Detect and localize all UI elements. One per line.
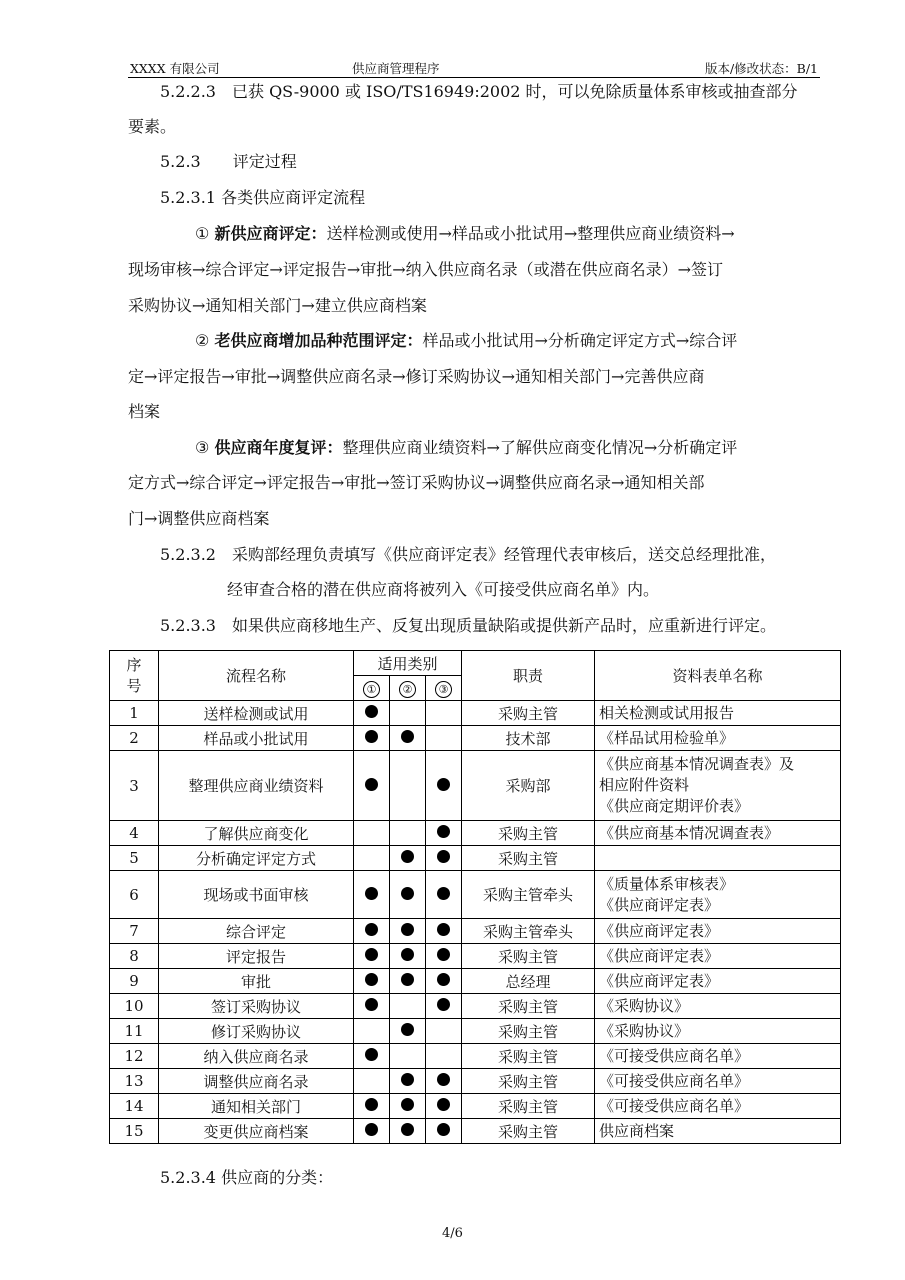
row-cat-1 <box>354 1069 390 1094</box>
para-5-2-3-3: 5.2.3.3 如果供应商移地生产、反复出现质量缺陷或提供新产品时，应重新进行评定。 <box>160 616 776 635</box>
row-docs <box>595 994 841 1019</box>
row-cat-3 <box>426 1119 462 1144</box>
row-process-name: 了解供应商变化 <box>159 821 354 846</box>
row-duty: 采购主管 <box>462 846 595 871</box>
item-3-title: 供应商年度复评： <box>214 438 343 457</box>
row-duty: 总经理 <box>462 969 595 994</box>
row-cat-3 <box>426 701 462 726</box>
table-row <box>110 1094 841 1119</box>
row-process-name: 调整供应商名录 <box>159 1069 354 1094</box>
row-cat-1 <box>354 701 390 726</box>
doc-line: 《可接受供应商名单》 <box>599 1046 750 1065</box>
row-docs <box>595 1019 841 1044</box>
item-2-text-1: 样品或小批试用→分析确定评定方式→综合评 <box>422 331 738 350</box>
item-1-line-3: 采购协议→通知相关部门→建立供应商档案 <box>128 296 427 315</box>
table-row <box>110 821 841 846</box>
table-row <box>110 1044 841 1069</box>
doc-line: 《可接受供应商名单》 <box>599 1071 750 1090</box>
bullet-dot <box>437 1098 450 1111</box>
item-3-line-1 <box>195 438 737 458</box>
item-2-number: ② <box>195 331 210 350</box>
row-process-name: 通知相关部门 <box>159 1094 354 1119</box>
bullet-dot <box>365 705 378 718</box>
row-cat-2 <box>390 846 426 871</box>
row-cat-2 <box>390 1119 426 1144</box>
header-cat-1: ① <box>354 676 390 701</box>
evaluation-process-table <box>109 650 841 1144</box>
row-cat-3 <box>426 919 462 944</box>
row-cat-3 <box>426 751 462 821</box>
row-process-name: 送样检测或试用 <box>159 701 354 726</box>
header-cat-2: ② <box>390 676 426 701</box>
table-row <box>110 994 841 1019</box>
item-1-text-1: 送样检测或使用→样品或小批试用→整理供应商业绩资料→ <box>326 224 735 243</box>
bullet-dot <box>365 1048 378 1061</box>
row-cat-2 <box>390 701 426 726</box>
row-cat-1 <box>354 1044 390 1069</box>
doc-line: 《可接受供应商名单》 <box>599 1096 750 1115</box>
row-cat-3 <box>426 1094 462 1119</box>
row-number: 5 <box>110 846 159 871</box>
row-cat-1 <box>354 1094 390 1119</box>
row-number: 15 <box>110 1119 159 1144</box>
row-docs <box>595 846 841 871</box>
row-number: 12 <box>110 1044 159 1069</box>
table-row <box>110 969 841 994</box>
header-cat-3: ③ <box>426 676 462 701</box>
row-docs <box>595 969 841 994</box>
row-cat-1 <box>354 1019 390 1044</box>
version-status: 版本/修改状态：B/1 <box>704 61 818 76</box>
bullet-dot <box>437 850 450 863</box>
row-process-name: 签订采购协议 <box>159 994 354 1019</box>
row-number: 7 <box>110 919 159 944</box>
header-process-name: 流程名称 <box>159 651 354 701</box>
bullet-dot <box>401 1098 414 1111</box>
row-number: 14 <box>110 1094 159 1119</box>
item-2-line-1 <box>195 331 737 351</box>
table-row <box>110 846 841 871</box>
row-cat-2 <box>390 919 426 944</box>
item-1-line-1 <box>195 224 735 244</box>
row-duty: 采购主管 <box>462 1019 595 1044</box>
row-process-name: 样品或小批试用 <box>159 726 354 751</box>
row-cat-3 <box>426 1044 462 1069</box>
doc-line: 《样品试用检验单》 <box>599 728 735 747</box>
row-cat-2 <box>390 994 426 1019</box>
row-process-name: 变更供应商档案 <box>159 1119 354 1144</box>
bullet-dot <box>437 825 450 838</box>
row-number: 11 <box>110 1019 159 1044</box>
doc-line: 《供应商评定表》 <box>599 946 720 965</box>
para-5-2-3-2-cont: 经审查合格的潜在供应商将被列入《可接受供应商名单》内。 <box>227 580 660 599</box>
bullet-dot <box>365 730 378 743</box>
row-process-name: 分析确定评定方式 <box>159 846 354 871</box>
para-5-2-2-3: 5.2.2.3 已获 QS-9000 或 ISO/TS16949:2002 时，可以免除质量体系审核或抽查部分 <box>160 82 798 101</box>
table-row <box>110 1069 841 1094</box>
item-2-line-2: 定→评定报告→审批→调整供应商名录→修订采购协议→通知相关部门→完善供应商 <box>128 367 705 386</box>
row-cat-1 <box>354 871 390 919</box>
row-cat-3 <box>426 821 462 846</box>
page-header <box>128 57 820 78</box>
row-cat-3 <box>426 944 462 969</box>
section-5-2-3-1: 5.2.3.1 各类供应商评定流程 <box>160 188 366 207</box>
bullet-dot <box>437 1123 450 1136</box>
row-process-name: 整理供应商业绩资料 <box>159 751 354 821</box>
row-number: 3 <box>110 751 159 821</box>
row-cat-2 <box>390 1019 426 1044</box>
bullet-dot <box>401 730 414 743</box>
row-cat-2 <box>390 871 426 919</box>
bullet-dot <box>401 948 414 961</box>
doc-line: 《供应商基本情况调查表》 <box>599 823 780 842</box>
table-row <box>110 1119 841 1144</box>
bullet-dot <box>437 973 450 986</box>
row-cat-2 <box>390 1094 426 1119</box>
doc-line: 《供应商评定表》 <box>599 921 720 940</box>
row-duty: 采购主管 <box>462 1119 595 1144</box>
row-cat-1 <box>354 1119 390 1144</box>
item-3-line-3: 门→调整供应商档案 <box>128 509 270 528</box>
table-row <box>110 751 841 821</box>
section-5-2-3-4: 5.2.3.4 供应商的分类： <box>160 1168 334 1187</box>
row-duty: 采购主管 <box>462 1094 595 1119</box>
row-duty: 技术部 <box>462 726 595 751</box>
row-cat-2 <box>390 1044 426 1069</box>
row-cat-2 <box>390 1069 426 1094</box>
doc-line: 相应附件资料 <box>599 776 690 794</box>
document-title: 供应商管理程序 <box>352 61 440 76</box>
para-5-2-2-3-cont: 要素。 <box>128 117 177 136</box>
bullet-dot <box>365 1098 378 1111</box>
table-row <box>110 919 841 944</box>
row-cat-2 <box>390 726 426 751</box>
bullet-dot <box>437 948 450 961</box>
row-process-name: 评定报告 <box>159 944 354 969</box>
table-row <box>110 871 841 919</box>
item-3-line-2: 定方式→综合评定→评定报告→审批→签订采购协议→调整供应商名录→通知相关部 <box>128 473 705 492</box>
row-cat-1 <box>354 846 390 871</box>
row-duty: 采购主管 <box>462 1069 595 1094</box>
row-docs <box>595 1119 841 1144</box>
row-cat-2 <box>390 944 426 969</box>
doc-line: 《采购协议》 <box>599 1021 690 1040</box>
row-duty: 采购主管 <box>462 701 595 726</box>
row-number: 9 <box>110 969 159 994</box>
row-number: 2 <box>110 726 159 751</box>
row-process-name: 综合评定 <box>159 919 354 944</box>
row-cat-3 <box>426 994 462 1019</box>
row-cat-1 <box>354 944 390 969</box>
bullet-dot <box>401 1023 414 1036</box>
bullet-dot <box>401 887 414 900</box>
row-docs <box>595 871 841 919</box>
bullet-dot <box>365 1123 378 1136</box>
row-cat-1 <box>354 751 390 821</box>
table-row <box>110 1019 841 1044</box>
row-process-name: 修订采购协议 <box>159 1019 354 1044</box>
bullet-dot <box>401 1123 414 1136</box>
para-5-2-3-2: 5.2.3.2 采购部经理负责填写《供应商评定表》经管理代表审核后，送交总经理批准， <box>160 545 776 564</box>
bullet-dot <box>437 1073 450 1086</box>
item-3-text-1: 整理供应商业绩资料→了解供应商变化情况→分析确定评 <box>342 438 738 457</box>
bullet-dot <box>365 923 378 936</box>
doc-line: 《质量体系审核表》 <box>599 874 735 893</box>
doc-line: 相关检测或试用报告 <box>599 703 735 722</box>
row-docs <box>595 1044 841 1069</box>
row-number: 1 <box>110 701 159 726</box>
row-cat-2 <box>390 751 426 821</box>
row-duty: 采购主管 <box>462 821 595 846</box>
bullet-dot <box>401 850 414 863</box>
row-process-name: 纳入供应商名录 <box>159 1044 354 1069</box>
item-1-line-2: 现场审核→综合评定→评定报告→审批→纳入供应商名录（或潜在供应商名录）→签订 <box>128 260 724 279</box>
row-cat-1 <box>354 726 390 751</box>
bullet-dot <box>365 998 378 1011</box>
bullet-dot <box>365 778 378 791</box>
row-number: 6 <box>110 871 159 919</box>
row-cat-2 <box>390 969 426 994</box>
page-number: 4/6 <box>442 1226 463 1241</box>
row-duty: 采购主管牵头 <box>462 871 595 919</box>
row-docs <box>595 751 841 821</box>
row-cat-1 <box>354 969 390 994</box>
row-docs <box>595 821 841 846</box>
row-docs <box>595 1094 841 1119</box>
item-2-line-3: 档案 <box>128 402 161 421</box>
header-duty: 职责 <box>462 651 595 701</box>
row-docs <box>595 726 841 751</box>
table-row <box>110 701 841 726</box>
doc-line: 《供应商评定表》 <box>599 971 720 990</box>
header-category: 适用类别 <box>354 651 462 676</box>
row-cat-1 <box>354 994 390 1019</box>
row-number: 4 <box>110 821 159 846</box>
row-duty: 采购主管牵头 <box>462 919 595 944</box>
row-cat-3 <box>426 726 462 751</box>
bullet-dot <box>437 998 450 1011</box>
row-process-name: 审批 <box>159 969 354 994</box>
row-cat-3 <box>426 871 462 919</box>
row-cat-3 <box>426 969 462 994</box>
row-cat-3 <box>426 846 462 871</box>
row-number: 8 <box>110 944 159 969</box>
row-docs <box>595 919 841 944</box>
item-2-title: 老供应商增加品种范围评定： <box>214 331 423 350</box>
row-duty: 采购主管 <box>462 994 595 1019</box>
row-cat-3 <box>426 1019 462 1044</box>
doc-line: 供应商档案 <box>599 1121 675 1140</box>
row-docs <box>595 1069 841 1094</box>
bullet-dot <box>401 923 414 936</box>
bullet-dot <box>365 887 378 900</box>
section-5-2-3: 5.2.3 评定过程 <box>160 152 297 171</box>
doc-line: 《采购协议》 <box>599 996 690 1015</box>
bullet-dot <box>437 923 450 936</box>
row-duty: 采购主管 <box>462 1044 595 1069</box>
row-cat-1 <box>354 821 390 846</box>
doc-line: 《供应商定期评价表》 <box>599 797 750 815</box>
item-1-title: 新供应商评定： <box>214 224 327 243</box>
item-3-number: ③ <box>195 438 210 457</box>
table-row <box>110 944 841 969</box>
row-cat-3 <box>426 1069 462 1094</box>
row-process-name: 现场或书面审核 <box>159 871 354 919</box>
bullet-dot <box>437 887 450 900</box>
row-duty: 采购主管 <box>462 944 595 969</box>
row-docs <box>595 944 841 969</box>
bullet-dot <box>401 973 414 986</box>
bullet-dot <box>401 1073 414 1086</box>
row-duty: 采购部 <box>462 751 595 821</box>
table-row <box>110 726 841 751</box>
item-1-number: ① <box>195 224 210 243</box>
row-number: 13 <box>110 1069 159 1094</box>
doc-line: 《供应商基本情况调查表》及 <box>599 755 795 773</box>
doc-line: 《供应商评定表》 <box>599 895 720 914</box>
row-number: 10 <box>110 994 159 1019</box>
bullet-dot <box>365 948 378 961</box>
header-seq: 序号 <box>110 651 159 701</box>
row-cat-2 <box>390 821 426 846</box>
row-docs <box>595 701 841 726</box>
bullet-dot <box>365 973 378 986</box>
header-docs: 资料表单名称 <box>595 651 841 701</box>
bullet-dot <box>437 778 450 791</box>
company-name: XXXX 有限公司 <box>130 61 220 76</box>
row-cat-1 <box>354 919 390 944</box>
